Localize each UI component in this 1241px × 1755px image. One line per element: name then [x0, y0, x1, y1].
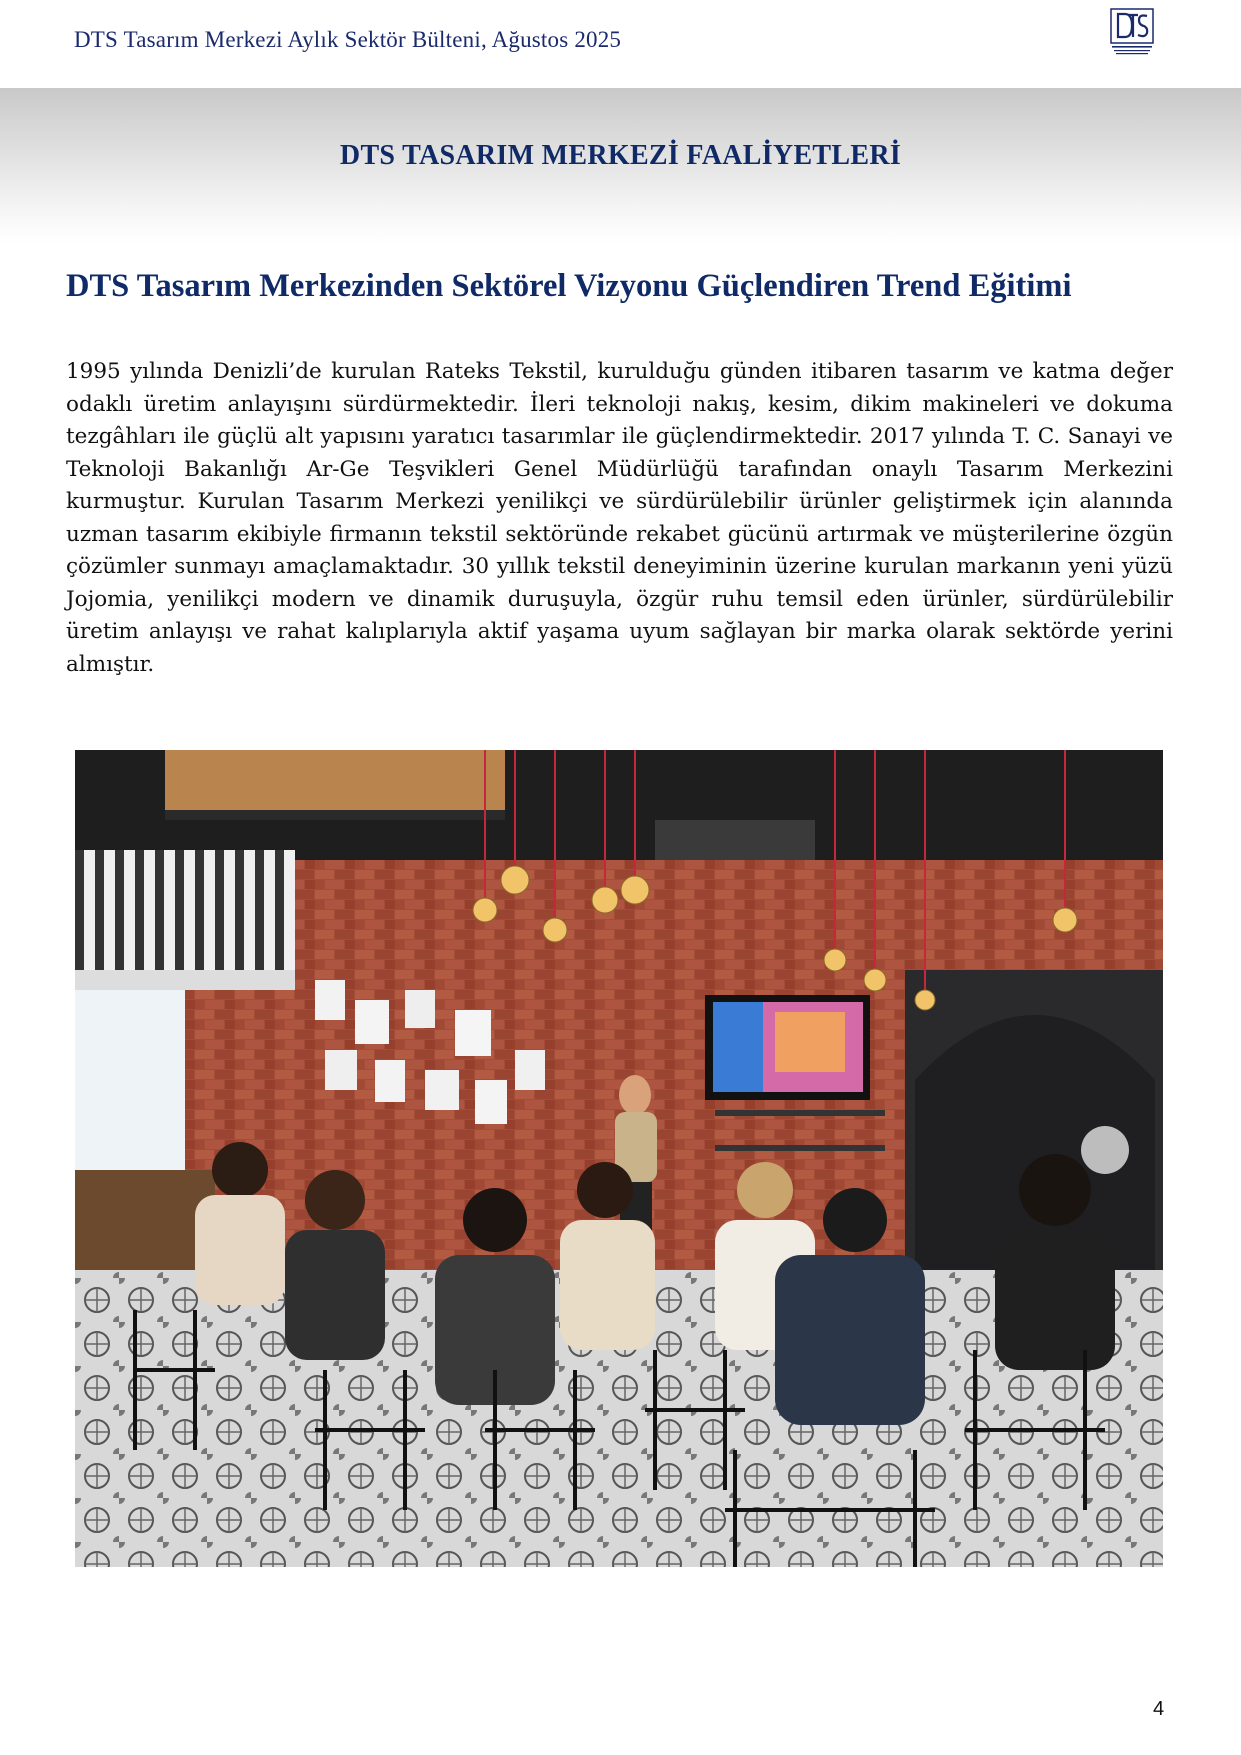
article-title: DTS Tasarım Merkezinden Sektörel Vizyonu Güçlendiren Trend Eğitimi	[66, 268, 1072, 304]
section-band-title: DTS TASARIM MERKEZİ FAALİYETLERİ	[339, 140, 902, 171]
bulletin-title: DTS Tasarım Merkezi Aylık Sektör Bülteni, Ağustos 2025	[74, 27, 622, 52]
section-band	[0, 88, 1241, 243]
article-body: 1995 yılında Denizli’de kurulan Rateks Tekstil, kurulduğu günden itibaren tasarım ve katma değer odaklı üretim anlayışını sürdürmektedir. İleri teknoloji nakış, kesim, dikim makineleri ve dokuma tezgâhları ile güçlü alt yapısını yaratıcı tasarımlar ile güçlendirmektedir. 2017 yılında T. C. Sanayi ve Teknoloji Bakanlığı Ar-Ge Teşvikleri Genel Müdürlüğü tarafından onaylı Tasarım Merkezini kurmuştur. Kurulan Tasarım Merkezi yenilikçi ve sürdürülebilir ürünler geliştirmek için alanında uzman tasarım ekibiyle firmanın tekstil sektöründe rekabet gücünü artırmak ve müşterilerine özgün çözümler sunmayı amaçlamaktadır. 30 yıllık tekstil deneyiminin üzerine kurulan markanın yeni yüzü Jojomia, yenilikçi modern ve dinamik duruşuyla, özgür ruhu temsil eden ürünler, sürdürülebilir üretim anlayışı ve rahat kalıplarıyla aktif yaşama uyum sağlayan bir marka olarak sektörde yerini almıştır.	[66, 359, 1173, 677]
page-number: 4	[1153, 1698, 1165, 1720]
training-photo-icon	[75, 750, 1163, 1567]
page-header	[0, 0, 1241, 88]
dts-logo-icon	[1108, 8, 1156, 56]
